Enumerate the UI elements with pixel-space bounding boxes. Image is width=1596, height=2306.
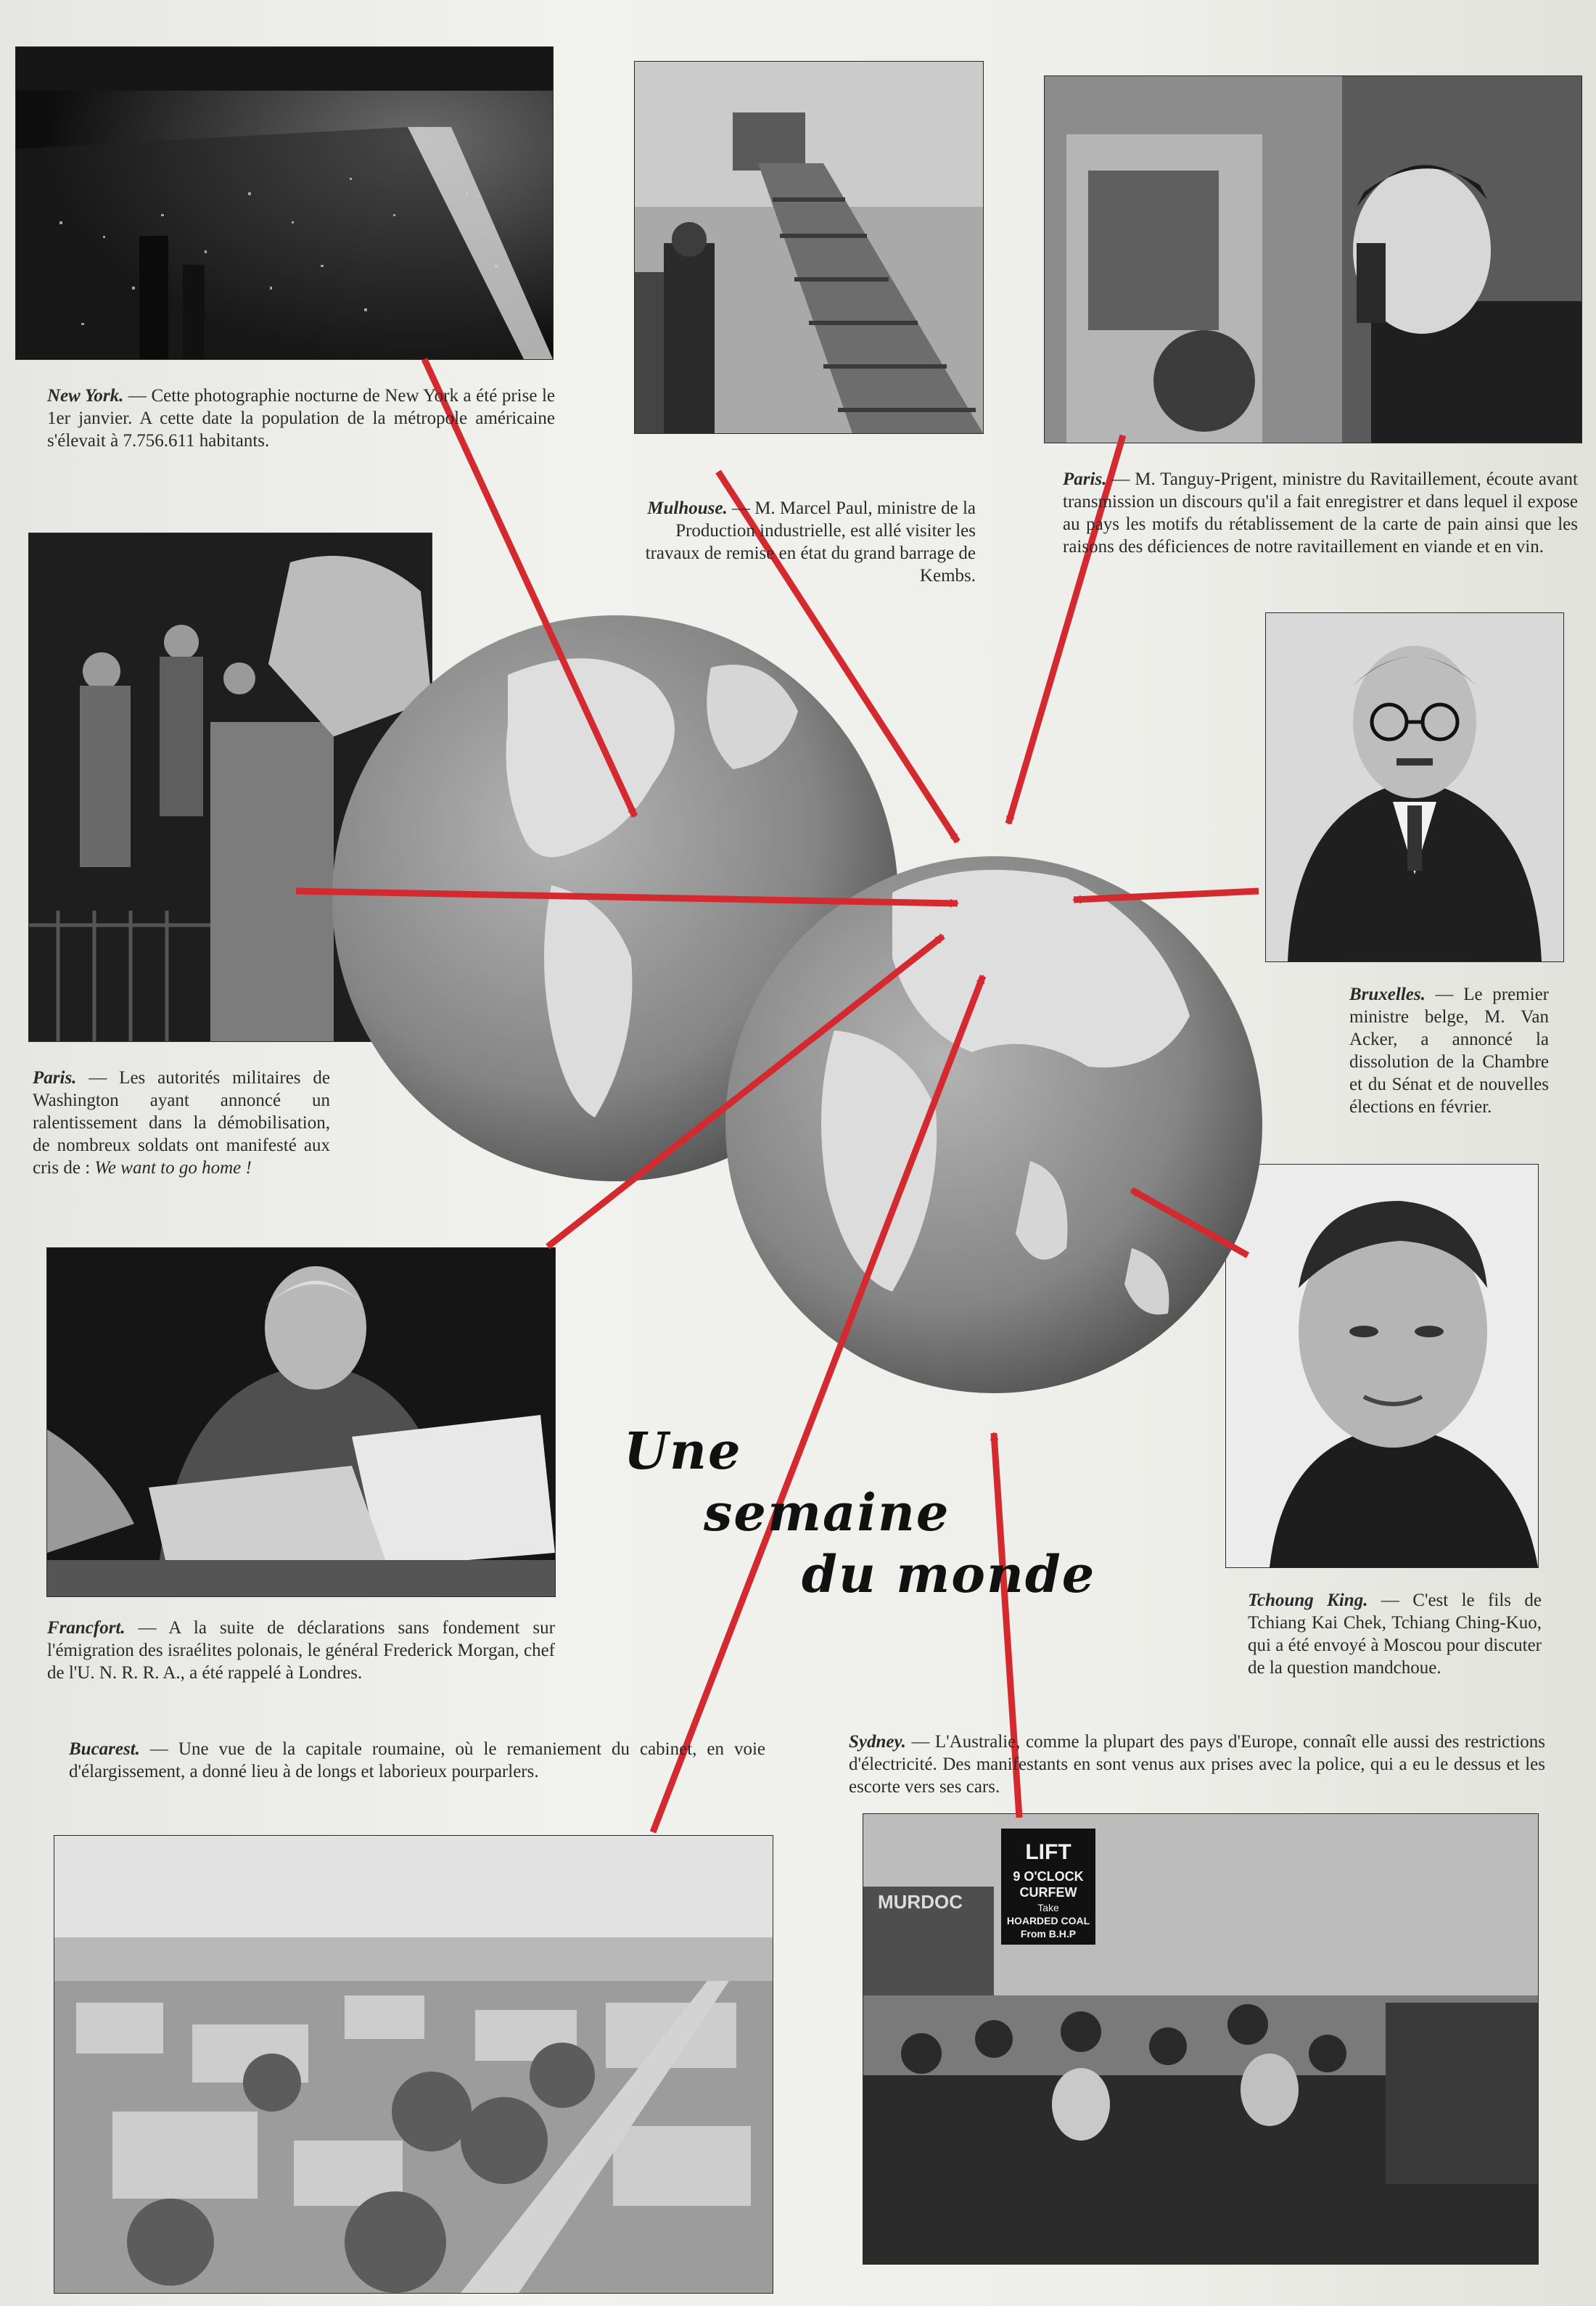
globe-eurasia [725,856,1262,1393]
sydney-sign-line-2: 9 O'CLOCK [1013,1869,1084,1884]
caption-text: — Une vue de la capitale roumaine, où le remaniement du cabinet, en voie d'élargissement, a donné lieu à de longs et laborieux pourparlers. [69,1739,765,1781]
headline-line-1: Une [624,1421,742,1481]
caption-place: Tchoung King. [1248,1591,1368,1610]
headline-line-2: semaine [704,1482,950,1543]
caption-place: Sydney. [849,1732,906,1752]
caption-new-york [47,385,555,452]
caption-text: — M. Marcel Paul, ministre de la Production industrielle, est allé visiter les travaux de remise en état du grand barrage de Kembs. [645,498,976,586]
sydney-sign-line-3: CURFEW [1019,1885,1077,1900]
caption-place: New York. [47,386,124,406]
caption-place: Francfort. [47,1618,126,1638]
caption-text: — Cette photographie nocturne de New York a été prise le 1er janvier. A cette date la population de la métropole américaine s'élevait à 7.756.611 habitants. [47,386,555,451]
caption-text: — A la suite de déclarations sans fondement sur l'émigration des israélites polonais, le général Frederick Morgan, chef de l'U. N. R. R. A., a été rappelé à Londres. [47,1618,555,1683]
caption-place: Bruxelles. [1349,985,1426,1004]
caption-paris-soldiers [33,1067,330,1179]
caption-bruxelles [1349,983,1549,1118]
caption-paris-tanguy-prigent [1063,468,1578,558]
sydney-shop-sign: MURDOC [878,1891,963,1913]
caption-francfort [47,1617,555,1684]
caption-text: — C'est le fils de Tchiang Kai Chek, Tchiang Ching-Kuo, qui a été envoyé à Moscou pour discuter de la question mandchoue. [1248,1591,1542,1678]
caption-text: — M. Tanguy-Prigent, ministre du Ravitaillement, écoute avant transmission un discours qu'il a fait enregistrer et dans lequel il expose au pays les motifs du rétablissement de la carte de pain ainsi que les raisons des déficiences de notre ravitaillement en viande et en vin. [1063,469,1578,557]
caption-place: Paris. [33,1068,77,1088]
sydney-sign-line-1: LIFT [1025,1840,1071,1864]
caption-text: — L'Australie, comme la plupart des pays d'Europe, connaît elle aussi des restrictions d'électricité. Des manifestants en sont venus aux prises avec la police, qui a eu le dessus et les escorte vers ses cars. [849,1732,1545,1797]
caption-quote: We want to go home ! [94,1158,252,1178]
caption-place: Paris. [1063,469,1107,489]
page-title [624,1422,1175,1640]
caption-place: Mulhouse. [647,498,728,518]
caption-place: Bucarest. [69,1739,140,1759]
headline-line-3: du monde [802,1544,1096,1604]
caption-mulhouse [638,497,976,587]
sydney-sign-line-4: Take [1037,1902,1059,1913]
sydney-sign-line-5: HOARDED COAL [1006,1915,1090,1927]
caption-bucarest [69,1738,765,1783]
caption-text: — Le premier ministre belge, M. Van Acker, a annoncé la dissolution de la Chambre et du Sénat et de nouvelles élections en février. [1349,985,1549,1117]
caption-text: — Les autorités militaires de Washington ayant annoncé un ralentissement dans la démobilisation, de nombreux soldats ont manifesté aux cris de : [33,1068,330,1178]
caption-sydney [849,1731,1545,1798]
caption-tchoung-king [1248,1589,1542,1679]
sydney-sign-line-6: From B.H.P [1020,1928,1077,1940]
